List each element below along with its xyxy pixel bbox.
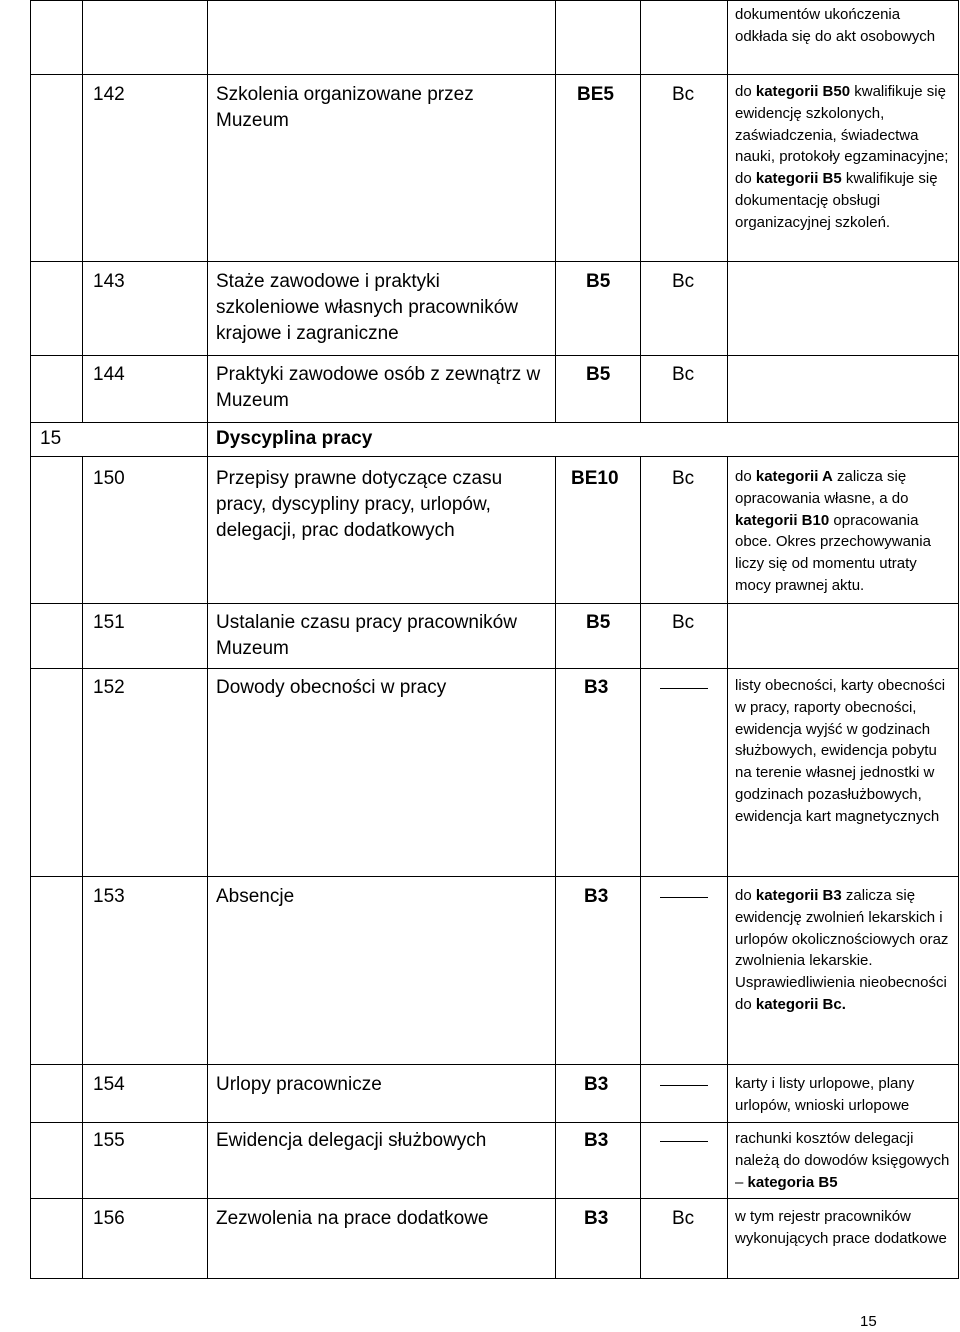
row-144-number: 144 bbox=[93, 364, 125, 385]
row-150-number: 150 bbox=[93, 468, 125, 489]
row-144-category: Bc bbox=[672, 364, 695, 385]
note-152: listy obecności, karty obecności w pracy, raporty obecności, ewidencja wyjść w godzinach służbowych, ewidencja pobytu na terenie własnej jednostki w godzinach pozasłużbowych, ewidencja kart magnetycznych bbox=[735, 677, 946, 825]
row-154-number: 154 bbox=[93, 1074, 125, 1095]
row-153-title: Absencje bbox=[216, 886, 295, 907]
row-156-symbol: B3 bbox=[584, 1208, 609, 1229]
note-153: do kategorii B3 zalicza się ewidencję zwolnień lekarskich i urlopów okolicznościowych oraz zwolnienia lekarskie. Usprawiedliwienia nieobecności do kategorii Bc. bbox=[735, 887, 949, 1013]
row-155-category-dash bbox=[660, 1141, 708, 1142]
row-152-symbol: B3 bbox=[584, 677, 609, 698]
row-144-title: Praktyki zawodowe osób z zewnątrz w Muzeum bbox=[216, 364, 541, 411]
row-151-category: Bc bbox=[672, 612, 695, 633]
row-143-category: Bc bbox=[672, 271, 695, 292]
row-142-symbol: BE5 bbox=[577, 84, 614, 105]
row-142-category: Bc bbox=[672, 84, 695, 105]
note-155: rachunki kosztów delegacji należą do dowodów księgowych – kategoria B5 bbox=[735, 1130, 950, 1191]
row-150-title: Przepisy prawne dotyczące czasu pracy, dyscypliny pracy, urlopów, delegacji, prac dodatkowych bbox=[216, 468, 503, 541]
note-156: w tym rejestr pracowników wykonujących prace dodatkowe bbox=[735, 1208, 947, 1247]
row-150-symbol: BE10 bbox=[571, 468, 619, 489]
note-142: do kategorii B50 kwalifikuje się ewidencję szkolonych, zaświadczenia, świadectwa nauki, protokoły egzaminacyjne; do kategorii B5 kwalifikuje się dokumentację obsługi organizacyjnej szkoleń. bbox=[735, 83, 949, 231]
row-142-title: Szkolenia organizowane przez Muzeum bbox=[216, 84, 474, 131]
row-152-category-dash bbox=[660, 688, 708, 689]
row-154-category-dash bbox=[660, 1085, 708, 1086]
row-155-number: 155 bbox=[93, 1130, 125, 1151]
row-155-symbol: B3 bbox=[584, 1130, 609, 1151]
section-15-title: Dyscyplina pracy bbox=[216, 428, 373, 449]
row-152-number: 152 bbox=[93, 677, 125, 698]
row-153-number: 153 bbox=[93, 886, 125, 907]
row-156-title: Zezwolenia na prace dodatkowe bbox=[216, 1208, 489, 1229]
section-15-number: 15 bbox=[40, 428, 62, 449]
row-153-category-dash bbox=[660, 897, 708, 898]
row-156-category: Bc bbox=[672, 1208, 695, 1229]
row-143-symbol: B5 bbox=[586, 271, 611, 292]
row-151-symbol: B5 bbox=[586, 612, 611, 633]
row-151-number: 151 bbox=[93, 612, 125, 633]
row-151-title: Ustalanie czasu pracy pracowników Muzeum bbox=[216, 612, 517, 659]
row-155-title: Ewidencja delegacji służbowych bbox=[216, 1130, 487, 1151]
row-156-number: 156 bbox=[93, 1208, 125, 1229]
row-152-title: Dowody obecności w pracy bbox=[216, 677, 447, 698]
row-154-symbol: B3 bbox=[584, 1074, 609, 1095]
row-153-symbol: B3 bbox=[584, 886, 609, 907]
row-143-title: Staże zawodowe i praktyki szkoleniowe własnych pracowników krajowe i zagraniczne bbox=[216, 271, 519, 344]
row-143-number: 143 bbox=[93, 271, 125, 292]
note-continuation: dokumentów ukończenia odkłada się do akt osobowych bbox=[735, 6, 936, 45]
row-154-title: Urlopy pracownicze bbox=[216, 1074, 382, 1095]
note-150: do kategorii A zalicza się opracowania własne, a do kategorii B10 opracowania obce. Okres przechowywania liczy się od momentu utraty mocy prawnej aktu. bbox=[735, 468, 931, 594]
row-144-symbol: B5 bbox=[586, 364, 611, 385]
note-154: karty i listy urlopowe, plany urlopów, wnioski urlopowe bbox=[735, 1075, 915, 1114]
row-150-category: Bc bbox=[672, 468, 695, 489]
page-number: 15 bbox=[860, 1313, 877, 1330]
row-142-number: 142 bbox=[93, 84, 125, 105]
